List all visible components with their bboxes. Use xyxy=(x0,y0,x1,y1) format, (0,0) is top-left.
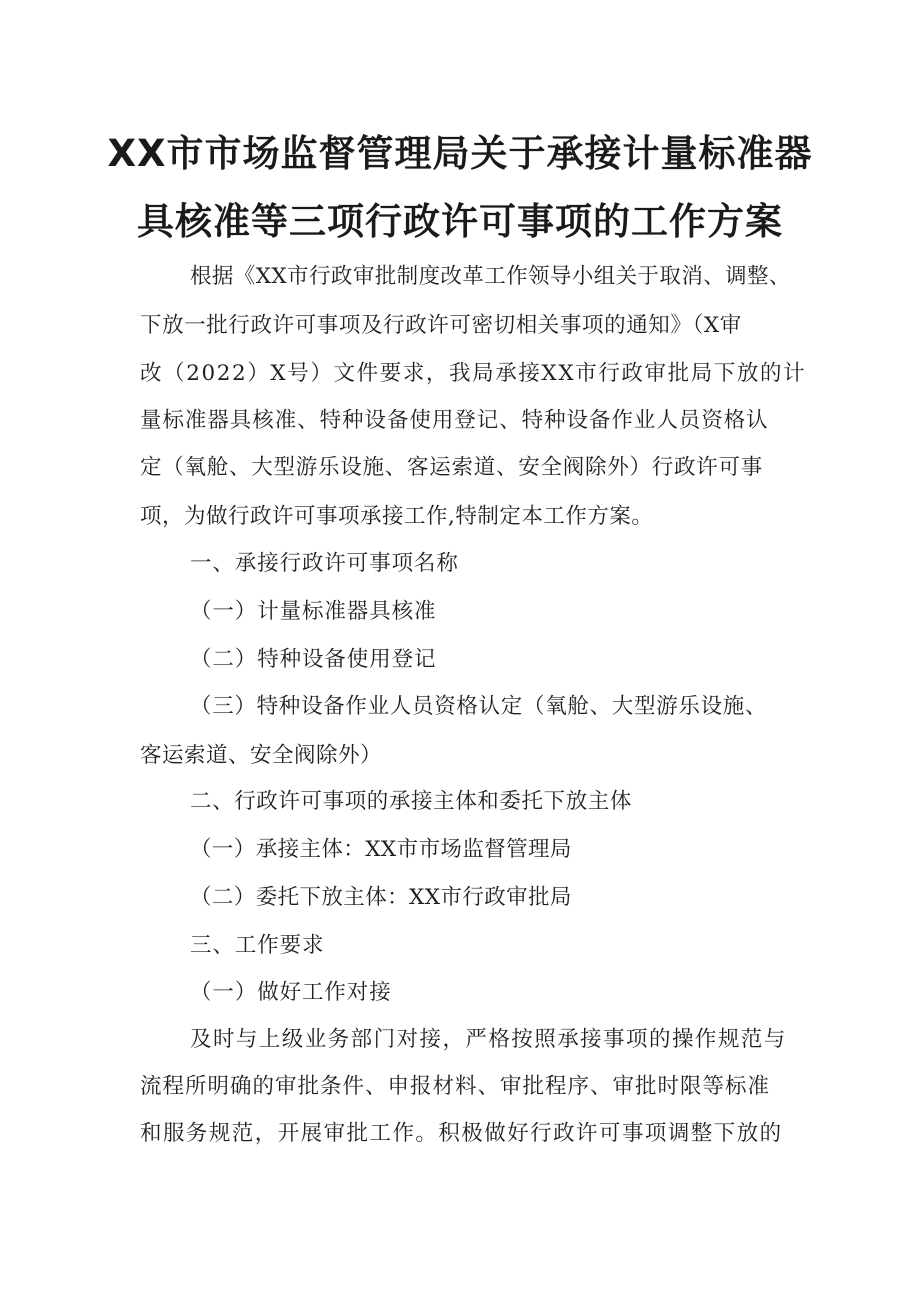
subsection-heading-3-1: （一）做好工作对接 xyxy=(190,980,392,1005)
list-item-2-1: （一）承接主体：XX市市场监督管理局 xyxy=(190,837,572,862)
document-title-line-1: XX市市场监督管理局关于承接计量标准器 xyxy=(107,132,813,175)
body-paragraph-2-line-2: 流程所明确的审批条件、申报材料、审批程序、审批时限等标准 xyxy=(140,1074,771,1099)
body-paragraph-1-line-5: 定（氧舱、大型游乐设施、客运索道、安全阀除外）行政许可事 xyxy=(140,455,764,480)
list-item-1-3-line-2: 客运索道、安全阀除外） xyxy=(140,743,383,768)
body-paragraph-1-line-4: 量标准器具核准、特种设备使用登记、特种设备作业人员资格认 xyxy=(140,408,769,433)
list-item-2-2: （二）委托下放主体：XX市行政审批局 xyxy=(190,885,572,910)
body-paragraph-1-line-2: 下放一批行政许可事项及行政许可密切相关事项的通知》（X审 xyxy=(140,313,742,338)
body-paragraph-2-line-1: 及时与上级业务部门对接，严格按照承接事项的操作规范与 xyxy=(190,1027,787,1052)
section-heading-3: 三、工作要求 xyxy=(190,933,325,958)
document-title-line-2: 具核准等三项行政许可事项的工作方案 xyxy=(137,200,783,243)
body-paragraph-2-line-3: 和服务规范，开展审批工作。积极做好行政许可事项调整下放的 xyxy=(140,1121,783,1146)
section-heading-2: 二、行政许可事项的承接主体和委托下放主体 xyxy=(190,789,633,814)
list-item-1-3-line-1: （三）特种设备作业人员资格认定（氧舱、大型游乐设施、 xyxy=(190,694,768,719)
list-item-1-2: （二）特种设备使用登记 xyxy=(190,647,437,672)
body-paragraph-1-line-3: 改（2022）X号）文件要求，我局承接XX市行政审批局下放的计 xyxy=(140,361,807,386)
list-item-1-1: （一）计量标准器具核准 xyxy=(190,599,437,624)
section-heading-1: 一、承接行政许可事项名称 xyxy=(190,551,459,576)
body-paragraph-1-line-6: 项，为做行政许可事项承接工作,特制定本工作方案。 xyxy=(140,504,654,529)
body-paragraph-1-line-1: 根据《XX市行政审批制度改革工作领导小组关于取消、调整、 xyxy=(190,264,791,289)
